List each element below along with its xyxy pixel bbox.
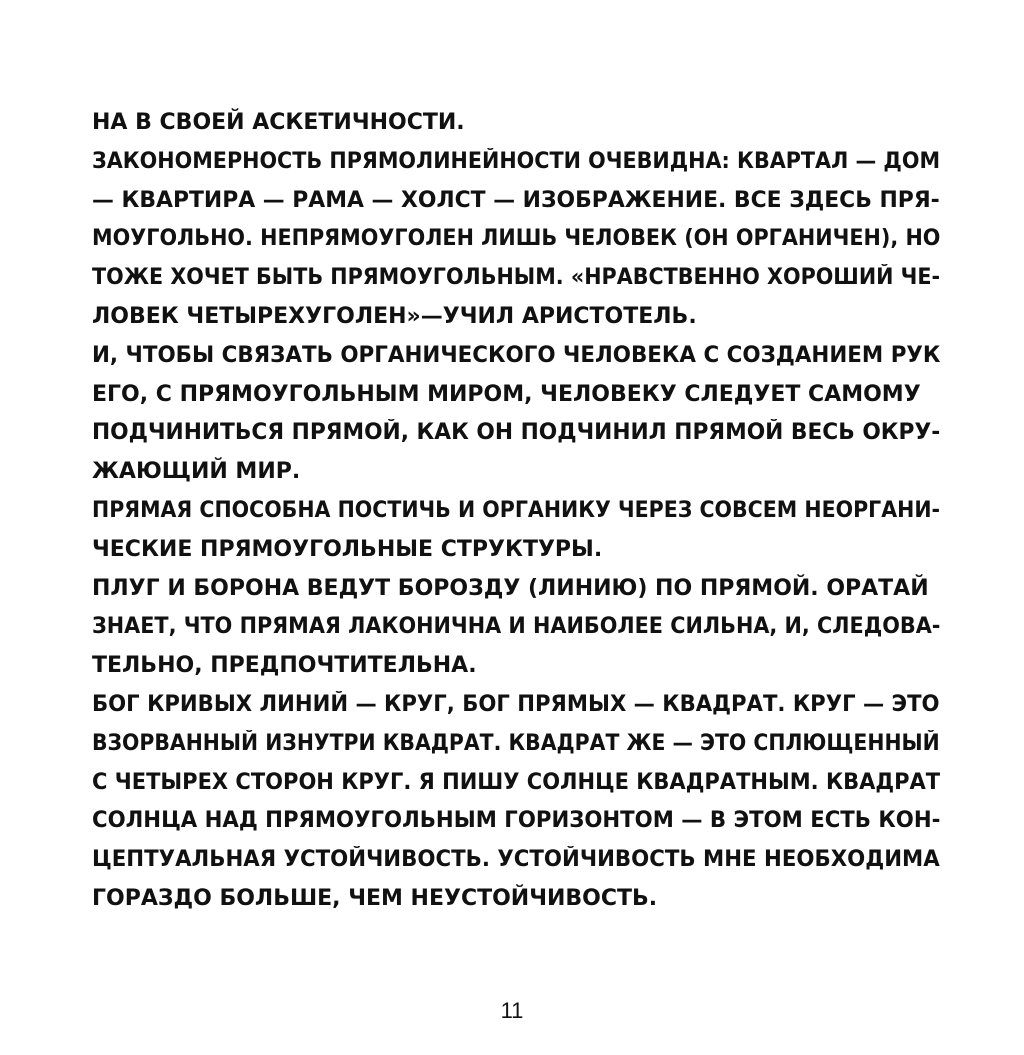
text-line: ПОДЧИНИТЬСЯ ПРЯМОЙ, КАК ОН ПОДЧИНИЛ ПРЯМОЙ ВЕСЬ ОКРУ-	[92, 420, 941, 446]
body-text	[92, 104, 940, 919]
text-line: НА В СВОЕЙ АСКЕТИЧНОСТИ.	[92, 110, 465, 135]
text-line: ЛОВЕК ЧЕТЫРЕХУГОЛЕН»—УЧИЛ АРИСТОТЕЛЬ.	[92, 303, 697, 329]
text-line: ЦЕПТУАЛЬНАЯ УСТОЙЧИВОСТЬ. УСТОЙЧИВОСТЬ МНЕ НЕОБХОДИМА	[92, 847, 940, 873]
text-line: ЧЕСКИЕ ПРЯМОУГОЛЬНЫЕ СТРУКТУРЫ.	[92, 536, 603, 562]
text-line: ТЕЛЬНО, ПРЕДПОЧТИТЕЛЬНА.	[92, 653, 477, 679]
text-line: ЕГО, С ПРЯМОУГОЛЬНЫМ МИРОМ, ЧЕЛОВЕКУ СЛЕДУЕТ САМОМУ	[92, 381, 921, 407]
text-line: БОГ КРИВЫХ ЛИНИЙ — КРУГ, БОГ ПРЯМЫХ — КВАДРАТ. КРУГ — ЭТО	[92, 691, 940, 717]
text-line: ЗНАЕТ, ЧТО ПРЯМАЯ ЛАКОНИЧНА И НАИБОЛЕЕ СИЛЬНА, И, СЛЕДОВА-	[92, 614, 941, 640]
page-number: 11	[500, 998, 524, 1023]
text-line: ЗАКОНОМЕРНОСТЬ ПРЯМОЛИНЕЙНОСТИ ОЧЕВИДНА: КВАРТАЛ — ДОМ	[92, 148, 941, 174]
text-line: И, ЧТОБЫ СВЯЗАТЬ ОРГАНИЧЕСКОГО ЧЕЛОВЕКА С СОЗДАНИЕМ РУК	[92, 342, 941, 368]
text-line: ПРЯМАЯ СПОСОБНА ПОСТИЧЬ И ОРГАНИКУ ЧЕРЕЗ СОВСЕМ НЕОРГАНИ-	[92, 497, 941, 523]
text-line: ПЛУГ И БОРОНА ВЕДУТ БОРОЗДУ (ЛИНИЮ) ПО ПРЯМОЙ. ОРАТАЙ	[92, 575, 929, 601]
text-line: С ЧЕТЫРЕХ СТОРОН КРУГ. Я ПИШУ СОЛНЦЕ КВАДРАТНЫМ. КВАДРАТ	[92, 769, 941, 795]
text-line: ЖАЮЩИЙ МИР.	[92, 459, 301, 485]
text-line: МОУГОЛЬНО. НЕПРЯМОУГОЛЕН ЛИШЬ ЧЕЛОВЕК (ОН ОРГАНИЧЕН), НО	[92, 226, 941, 252]
text-line: ТОЖЕ ХОЧЕТ БЫТЬ ПРЯМОУГОЛЬНЫМ. «НРАВСТВЕННО ХОРОШИЙ ЧЕ-	[92, 265, 941, 291]
text-line: ВЗОРВАННЫЙ ИЗНУТРИ КВАДРАТ. КВАДРАТ ЖЕ — ЭТО СПЛЮЩЕННЫЙ	[92, 730, 940, 756]
text-line: СОЛНЦА НАД ПРЯМОУГОЛЬНЫМ ГОРИЗОНТОМ — В ЭТОМ ЕСТЬ КОН-	[92, 808, 941, 834]
text-line: ГОРАЗДО БОЛЬШЕ, ЧЕМ НЕУСТОЙЧИВОСТЬ.	[92, 885, 658, 911]
text-line: — КВАРТИРА — РАМА — ХОЛСТ — ИЗОБРАЖЕНИЕ. ВСЕ ЗДЕСЬ ПРЯ-	[92, 187, 940, 213]
